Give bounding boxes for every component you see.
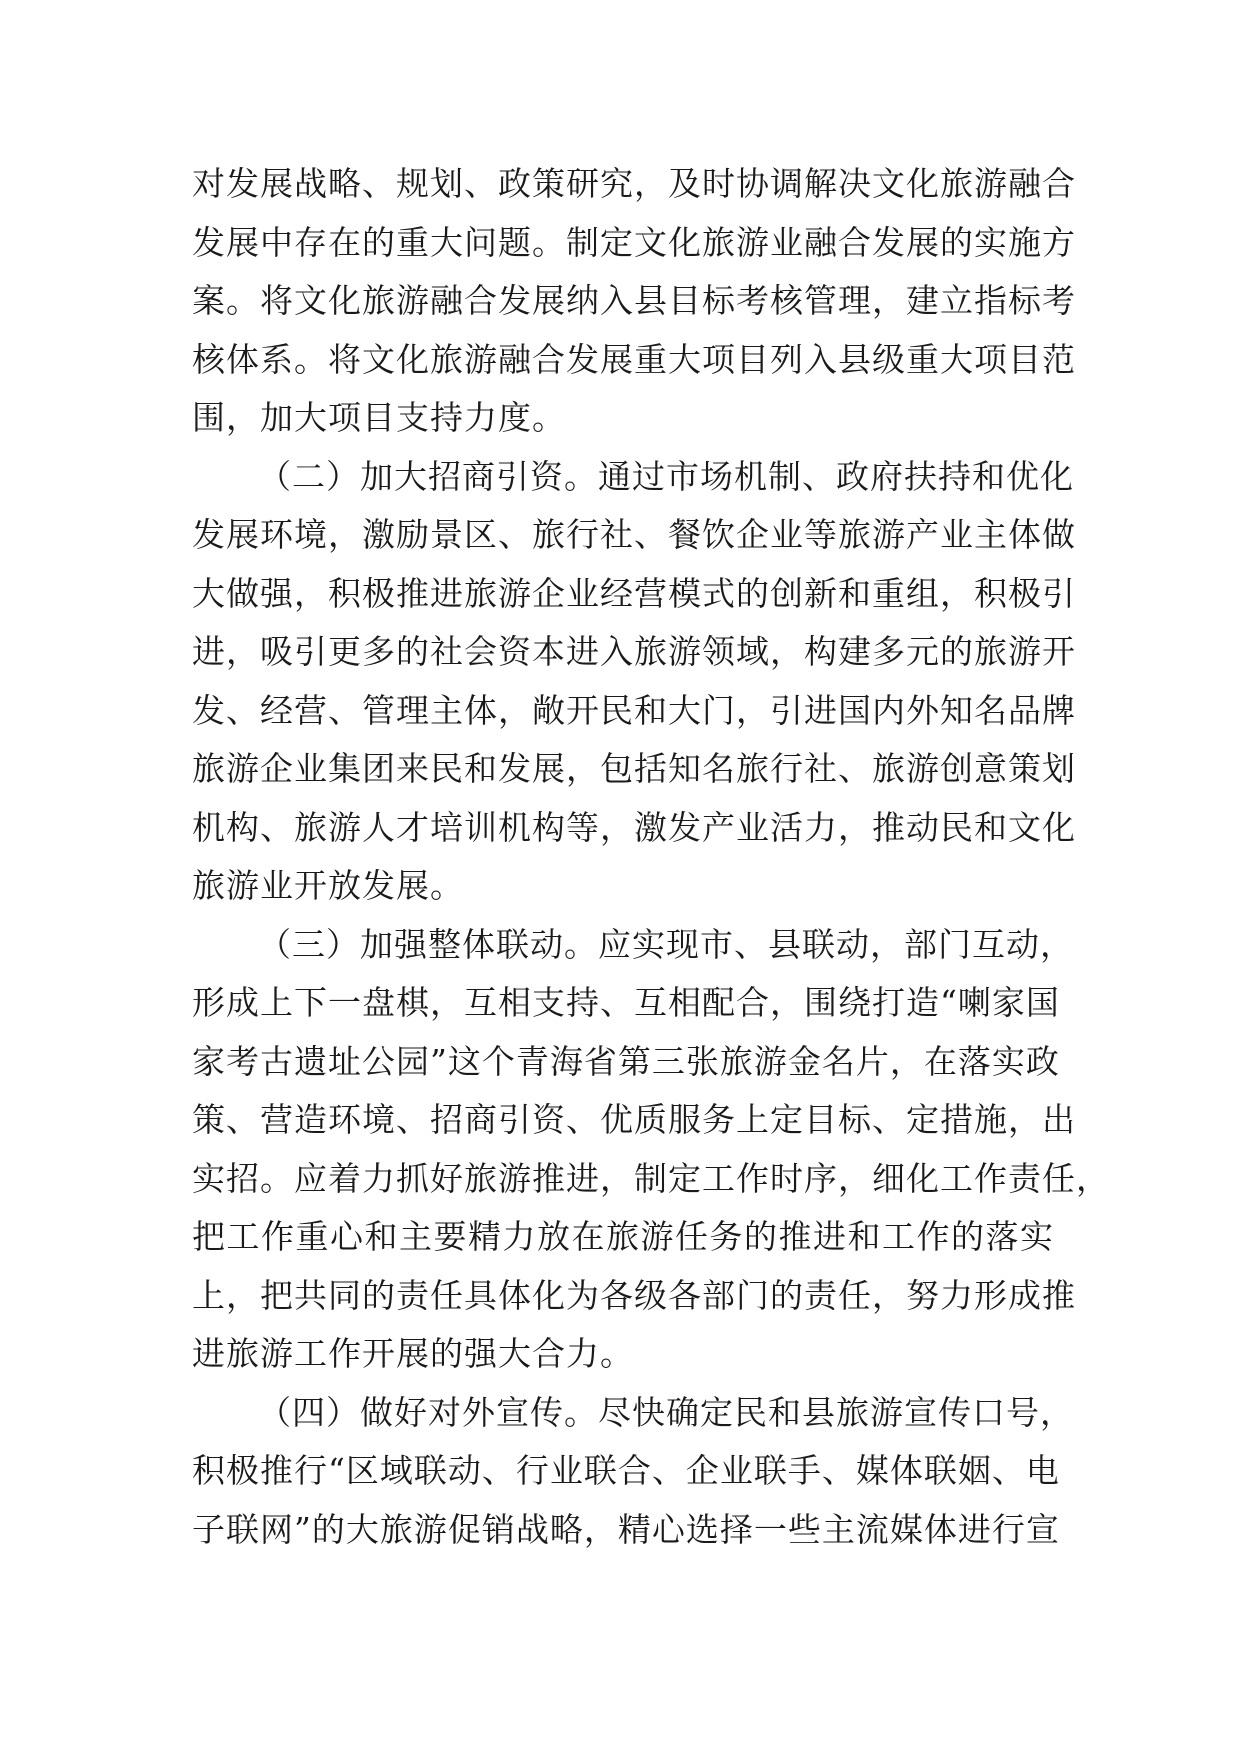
text-line: 发展中存在的重大问题。制定文化旅游业融合发展的实施方 xyxy=(192,222,1076,262)
text-line: 子联网”的大旅游促销战略，精心选择一些主流媒体进行宣 xyxy=(192,1509,1060,1549)
paragraph-heading-line: （四）做好对外宣传。尽快确定民和县旅游宣传口号， xyxy=(258,1392,1074,1432)
text-line: 发、经营、管理主体，敞开民和大门，引进国内外知名品牌 xyxy=(192,690,1076,730)
text-line: 案。将文化旅游融合发展纳入县目标考核管理，建立指标考 xyxy=(192,281,1076,320)
text-line: 核体系。将文化旅游融合发展重大项目列入县级重大项目范 xyxy=(192,339,1076,379)
text-line: 进旅游工作开展的强大合力。 xyxy=(192,1334,634,1373)
text-line: 大做强，积极推进旅游企业经营模式的创新和重组，积极引 xyxy=(192,573,1076,613)
text-line: 机构、旅游人才培训机构等，激发产业活力，推动民和文化 xyxy=(192,807,1076,847)
text-line: 积极推行“区域联动、行业联合、企业联手、媒体联姻、电 xyxy=(192,1451,1060,1490)
text-line: 家考古遗址公园”这个青海省第三张旅游金名片，在落实政 xyxy=(192,1041,1060,1081)
text-line: 上，把共同的责任具体化为各级各部门的责任，努力形成推 xyxy=(192,1275,1076,1315)
text-line: 围，加大项目支持力度。 xyxy=(192,398,566,437)
paragraph-heading-line: （三）加强整体联动。应实现市、县联动，部门互动， xyxy=(258,924,1074,964)
text-line: 形成上下一盘棋，互相支持、互相配合，围绕打造“喇家国 xyxy=(192,983,1060,1022)
text-line: 发展环境，激励景区、旅行社、餐饮企业等旅游产业主体做 xyxy=(192,515,1076,554)
text-line: 旅游业开放发展。 xyxy=(192,866,464,905)
text-line: 对发展战略、规划、政策研究，及时协调解决文化旅游融合 xyxy=(192,164,1076,203)
text-line: 策、营造环境、招商引资、优质服务上定目标、定措施，出 xyxy=(192,1100,1076,1139)
text-line: 实招。应着力抓好旅游推进，制定工作时序，细化工作责任， xyxy=(192,1158,1110,1198)
paragraph-heading-line: （二）加大招商引资。通过市场机制、政府扶持和优化 xyxy=(258,456,1074,496)
text-line: 进，吸引更多的社会资本进入旅游领域，构建多元的旅游开 xyxy=(192,632,1076,671)
document-body xyxy=(192,155,1110,1559)
text-line: 把工作重心和主要精力放在旅游任务的推进和工作的落实 xyxy=(192,1217,1054,1256)
text-line: 旅游企业集团来民和发展，包括知名旅行社、旅游创意策划 xyxy=(192,749,1076,788)
